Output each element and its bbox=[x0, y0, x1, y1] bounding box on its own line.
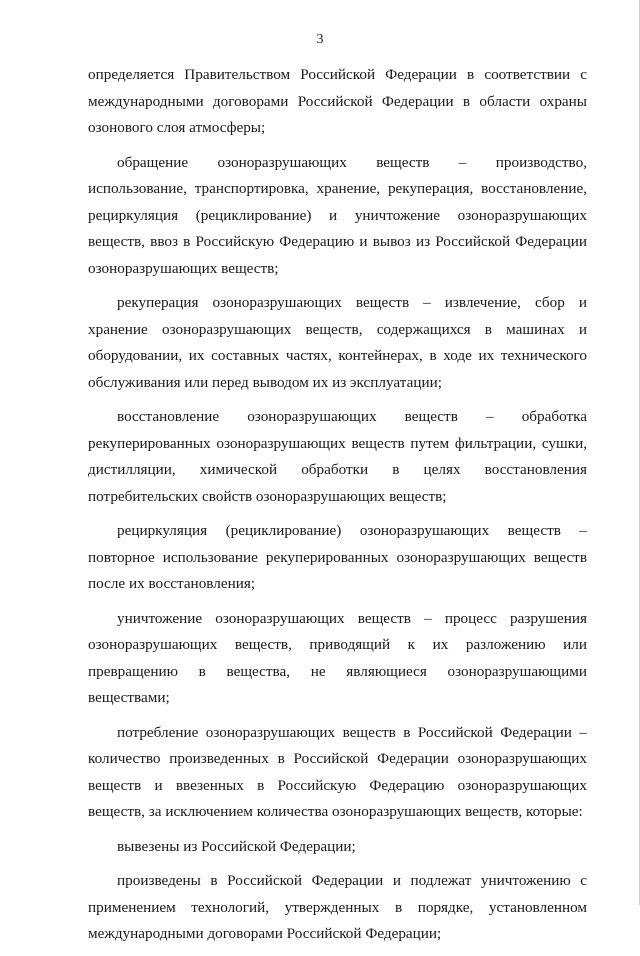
document-body bbox=[88, 62, 587, 956]
paragraph-reclamation-definition: восстановление озоноразрушающих веществ – обработка рекуперированных озоноразрушающих веществ путем фильтрации, сушки, дистилляции, химической обработки в целях восстановления потребительских свойств озоноразрушающих веществ; bbox=[88, 408, 587, 505]
paragraph-destruction-definition: уничтожение озоноразрушающих веществ – процесс разрушения озоноразрушающих веществ, приводящий к их разложению или превращению в вещества, не являющиеся озоноразрушающими веществами; bbox=[88, 609, 587, 706]
paragraph-ozone-layer-continuation: определяется Правительством Российской Федерации в соответствии с международными договорами Российской Федерации в области охраны озонового слоя атмосферы; bbox=[88, 66, 587, 136]
paragraph-exported-item: вывезены из Российской Федерации; bbox=[117, 837, 356, 855]
paragraph-handling-definition: обращение озоноразрушающих веществ – производство, использование, транспортировка, хранение, рекуперация, восстановление, рециркуляция (рециклирование) и уничтожение озоноразрушающих веществ, ввоз в Российскую Федерацию и вывоз из Российской Федерации озоноразрушающих веществ; bbox=[88, 153, 587, 277]
paragraph-consumption-definition: потребление озоноразрушающих веществ в Российской Федерации – количество произведенных в Российской Федерации озоноразрушающих веществ и ввезенных в Российскую Федерацию озоноразрушающих веществ, за исключением количества озоноразрушающих веществ, которые: bbox=[88, 723, 587, 820]
paragraph-recovery-definition: рекуперация озоноразрушающих веществ – извлечение, сбор и хранение озоноразрушающих веществ, содержащихся в машинах и оборудовании, их составных частях, контейнерах, в ходе их технического обслуживания или перед выводом их из эксплуатации; bbox=[88, 294, 587, 391]
paragraph-recycling-definition: рециркуляция (рециклирование) озоноразрушающих веществ – повторное использование рекуперированных озоноразрушающих веществ после их восстановления; bbox=[88, 522, 587, 592]
paragraph-produced-for-destruction-item: произведены в Российской Федерации и подлежат уничтожению с применением технологий, утвержденных в порядке, установленном международными договорами Российской Федерации; bbox=[88, 872, 587, 942]
page-number: 3 bbox=[316, 32, 324, 47]
